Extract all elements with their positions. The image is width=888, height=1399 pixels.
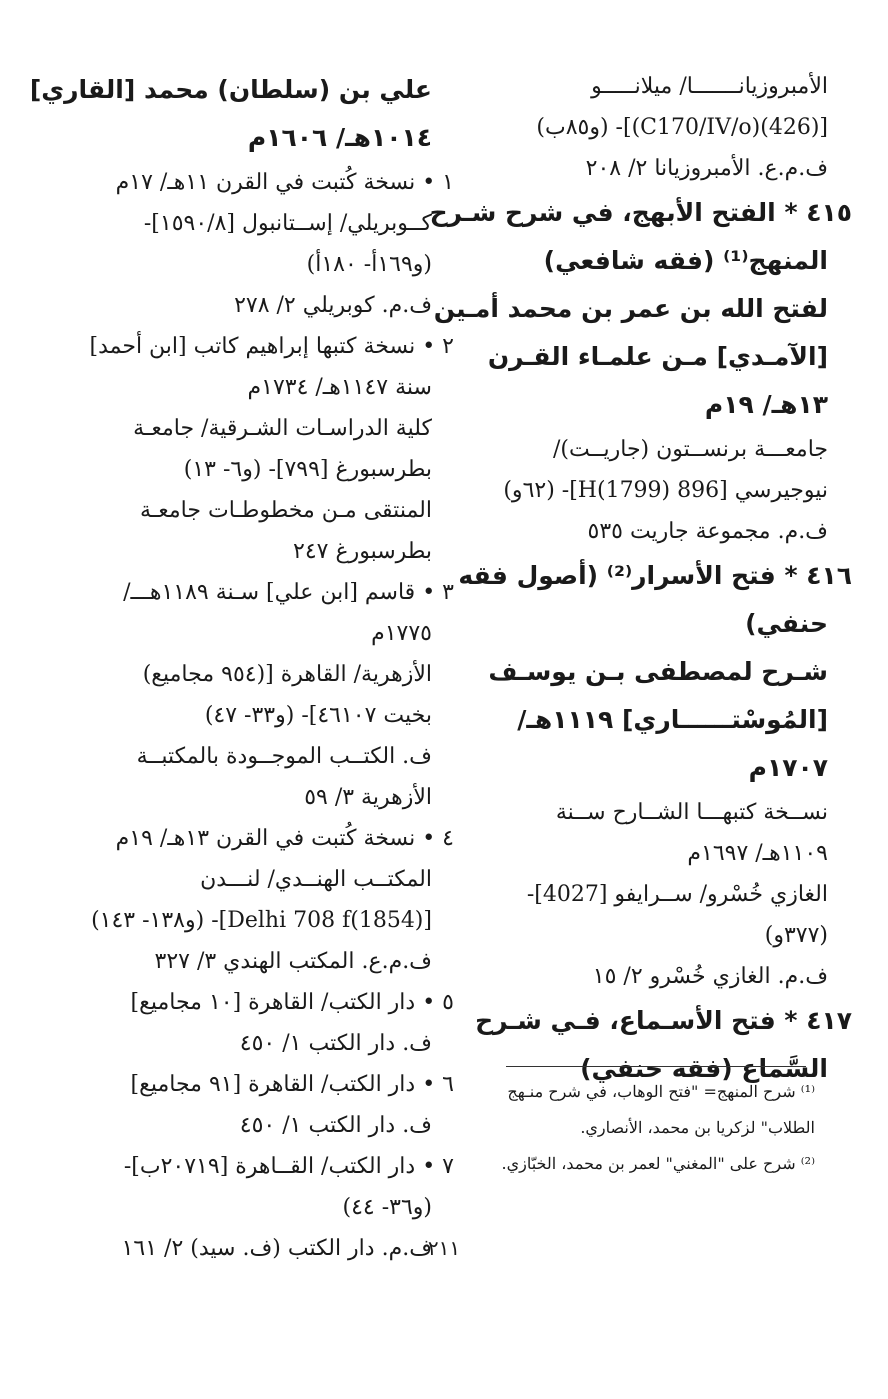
text-line: المنتقى مـن مخطوطـات جامعـة — [140, 498, 432, 523]
text-line: المكتــب الهنــدي/ لنـــدن — [200, 867, 432, 892]
text-line: بطرسبورغ ٢٤٧ — [293, 539, 432, 564]
author-line: [الآمـدي] مـن علمـاء القـرن — [487, 342, 828, 371]
text-line: [Delhi 708 f(1854)]- (و١٣٨- ١٤٣) — [91, 908, 432, 933]
text-line: ١٧٧٥م — [371, 621, 432, 646]
text-line: ف. دار الكتب ١/ ٤٥٠ — [239, 1113, 432, 1138]
copy-item: ٣ • قاسم [ابن علي] سـنة ١١٨٩هـــ/ — [123, 580, 454, 605]
entry-heading-417: ٤١٧ * فتح الأسـماع، فـي شـرح — [475, 1006, 852, 1035]
text-line: كــوبريلي/ إســتانبول [١٥٩٠/٨]- — [143, 211, 432, 236]
right-column — [429, 66, 852, 1093]
text-line: الأمبروزيانـــــــا/ ميلانـــــو — [591, 74, 828, 99]
text-line: الغازي خُسْرو/ ســرايفو [4027]- — [526, 882, 828, 907]
copy-item: ٤ • نسخة كُتبت في القرن ١٣هـ/ ١٩م — [115, 826, 454, 851]
footnote-1: ⁽¹⁾ شرح المنهج= "فتح الوهاب، في شرح منـهج الطلاب" لزكريا بن محمد، الأنصاري. — [507, 1082, 815, 1137]
text-line: الأزهرية ٣/ ٥٩ — [304, 785, 432, 810]
copy-item: ٦ • دار الكتب/ القاهرة [٩١ مجاميع] — [130, 1072, 454, 1097]
text-line: نســخة كتبهـــا الشــارح ســنة — [555, 800, 828, 825]
text-line: ١١٠٩هـ/ ١٦٩٧م — [687, 841, 828, 866]
text-line: جامعـــة برنســتون (جاريــت)/ — [553, 437, 828, 462]
page-number: ٢١١ — [427, 1236, 461, 1260]
text-line: ف.م. الغازي خُسْرو ٢/ ١٥ — [592, 964, 828, 989]
footnote-separator — [506, 1066, 806, 1067]
text-line: ف. الكتــب الموجــودة بالمكتبــة — [136, 744, 432, 769]
entry-heading-416: ٤١٦ * فتح الأسرار⁽²⁾ (أصول فقه — [458, 561, 852, 590]
entry-heading-line: حنفي) — [745, 609, 828, 638]
author-line: [المُوسْتــــــاري] ١١١٩هـ/ — [517, 705, 828, 734]
copy-item: ١ • نسخة كُتبت في القرن ١١هـ/ ١٧م — [115, 170, 454, 195]
author-line: علي بن (سلطان) محمد [القاري] — [29, 75, 432, 104]
entry-heading-line: السَّماع (فقه حنفي) — [580, 1054, 828, 1083]
text-line: ف.م. مجموعة جاريت ٥٣٥ — [587, 519, 828, 544]
author-date: ١٧٠٧م — [748, 753, 828, 782]
text-line: ف.م. كوبريلي ٢/ ٢٧٨ — [234, 293, 432, 318]
text-line: ف. دار الكتب ١/ ٤٥٠ — [239, 1031, 432, 1056]
text-line: بخيت ٤٦١٠٧]- (و٣٣- ٤٧) — [204, 703, 432, 728]
text-line: [(426)(C170/IV/o)]- (و٨٥ب) — [536, 115, 828, 140]
footnote-2: ⁽²⁾ شرح على "المغني" لعمر بن محمد، الخبّازي. — [501, 1154, 815, 1173]
entry-heading-415: ٤١٥ * الفتح الأبهج، في شرح شـرح — [429, 198, 852, 227]
text-line: ف.م.ع. المكتب الهندي ٣/ ٣٢٧ — [154, 949, 432, 974]
text-line: نيوجيرسي [896 H(1799)]- (٦٢و) — [503, 478, 828, 503]
author-date: ١٣هـ/ ١٩م — [704, 390, 828, 419]
text-line: سنة ١١٤٧هـ/ ١٧٣٤م — [247, 375, 432, 400]
author-line: لفتح الله بن عمر بن محمد أمـين — [433, 294, 828, 323]
text-line: بطرسبورغ [٧٩٩]- (و٦- ١٣) — [183, 457, 432, 482]
author-date: ١٠١٤هـ/ ١٦٠٦م — [247, 123, 432, 152]
entry-heading-line: المنهج⁽¹⁾ (فقه شافعي) — [543, 246, 828, 275]
copy-item: ٢ • نسخة كتبها إبراهيم كاتب [ابن أحمد] — [89, 334, 454, 359]
copy-item: ٧ • دار الكتب/ القــاهرة [٢٠٧١٩ب]- — [123, 1154, 454, 1179]
text-line: ف.م.ع. الأمبروزيانا ٢/ ٢٠٨ — [585, 156, 828, 181]
text-line: (و١٦٩أ- ١٨٠أ) — [306, 252, 432, 277]
author-line: شـرح لمصطفى بـن يوسـف — [488, 657, 828, 686]
text-line: (٣٧٧و) — [764, 923, 828, 948]
copy-item: ٥ • دار الكتب/ القاهرة [١٠ مجاميع] — [130, 990, 454, 1015]
text-line: ف.م. دار الكتب (ف. سيد) ٢/ ١٦١ — [121, 1236, 432, 1261]
text-line: (و٣٦- ٤٤) — [342, 1195, 432, 1220]
text-line: الأزهرية/ القاهرة [(٩٥٤ مجاميع) — [142, 662, 432, 687]
text-line: كلية الدراسـات الشـرقية/ جامعـة — [133, 416, 432, 441]
